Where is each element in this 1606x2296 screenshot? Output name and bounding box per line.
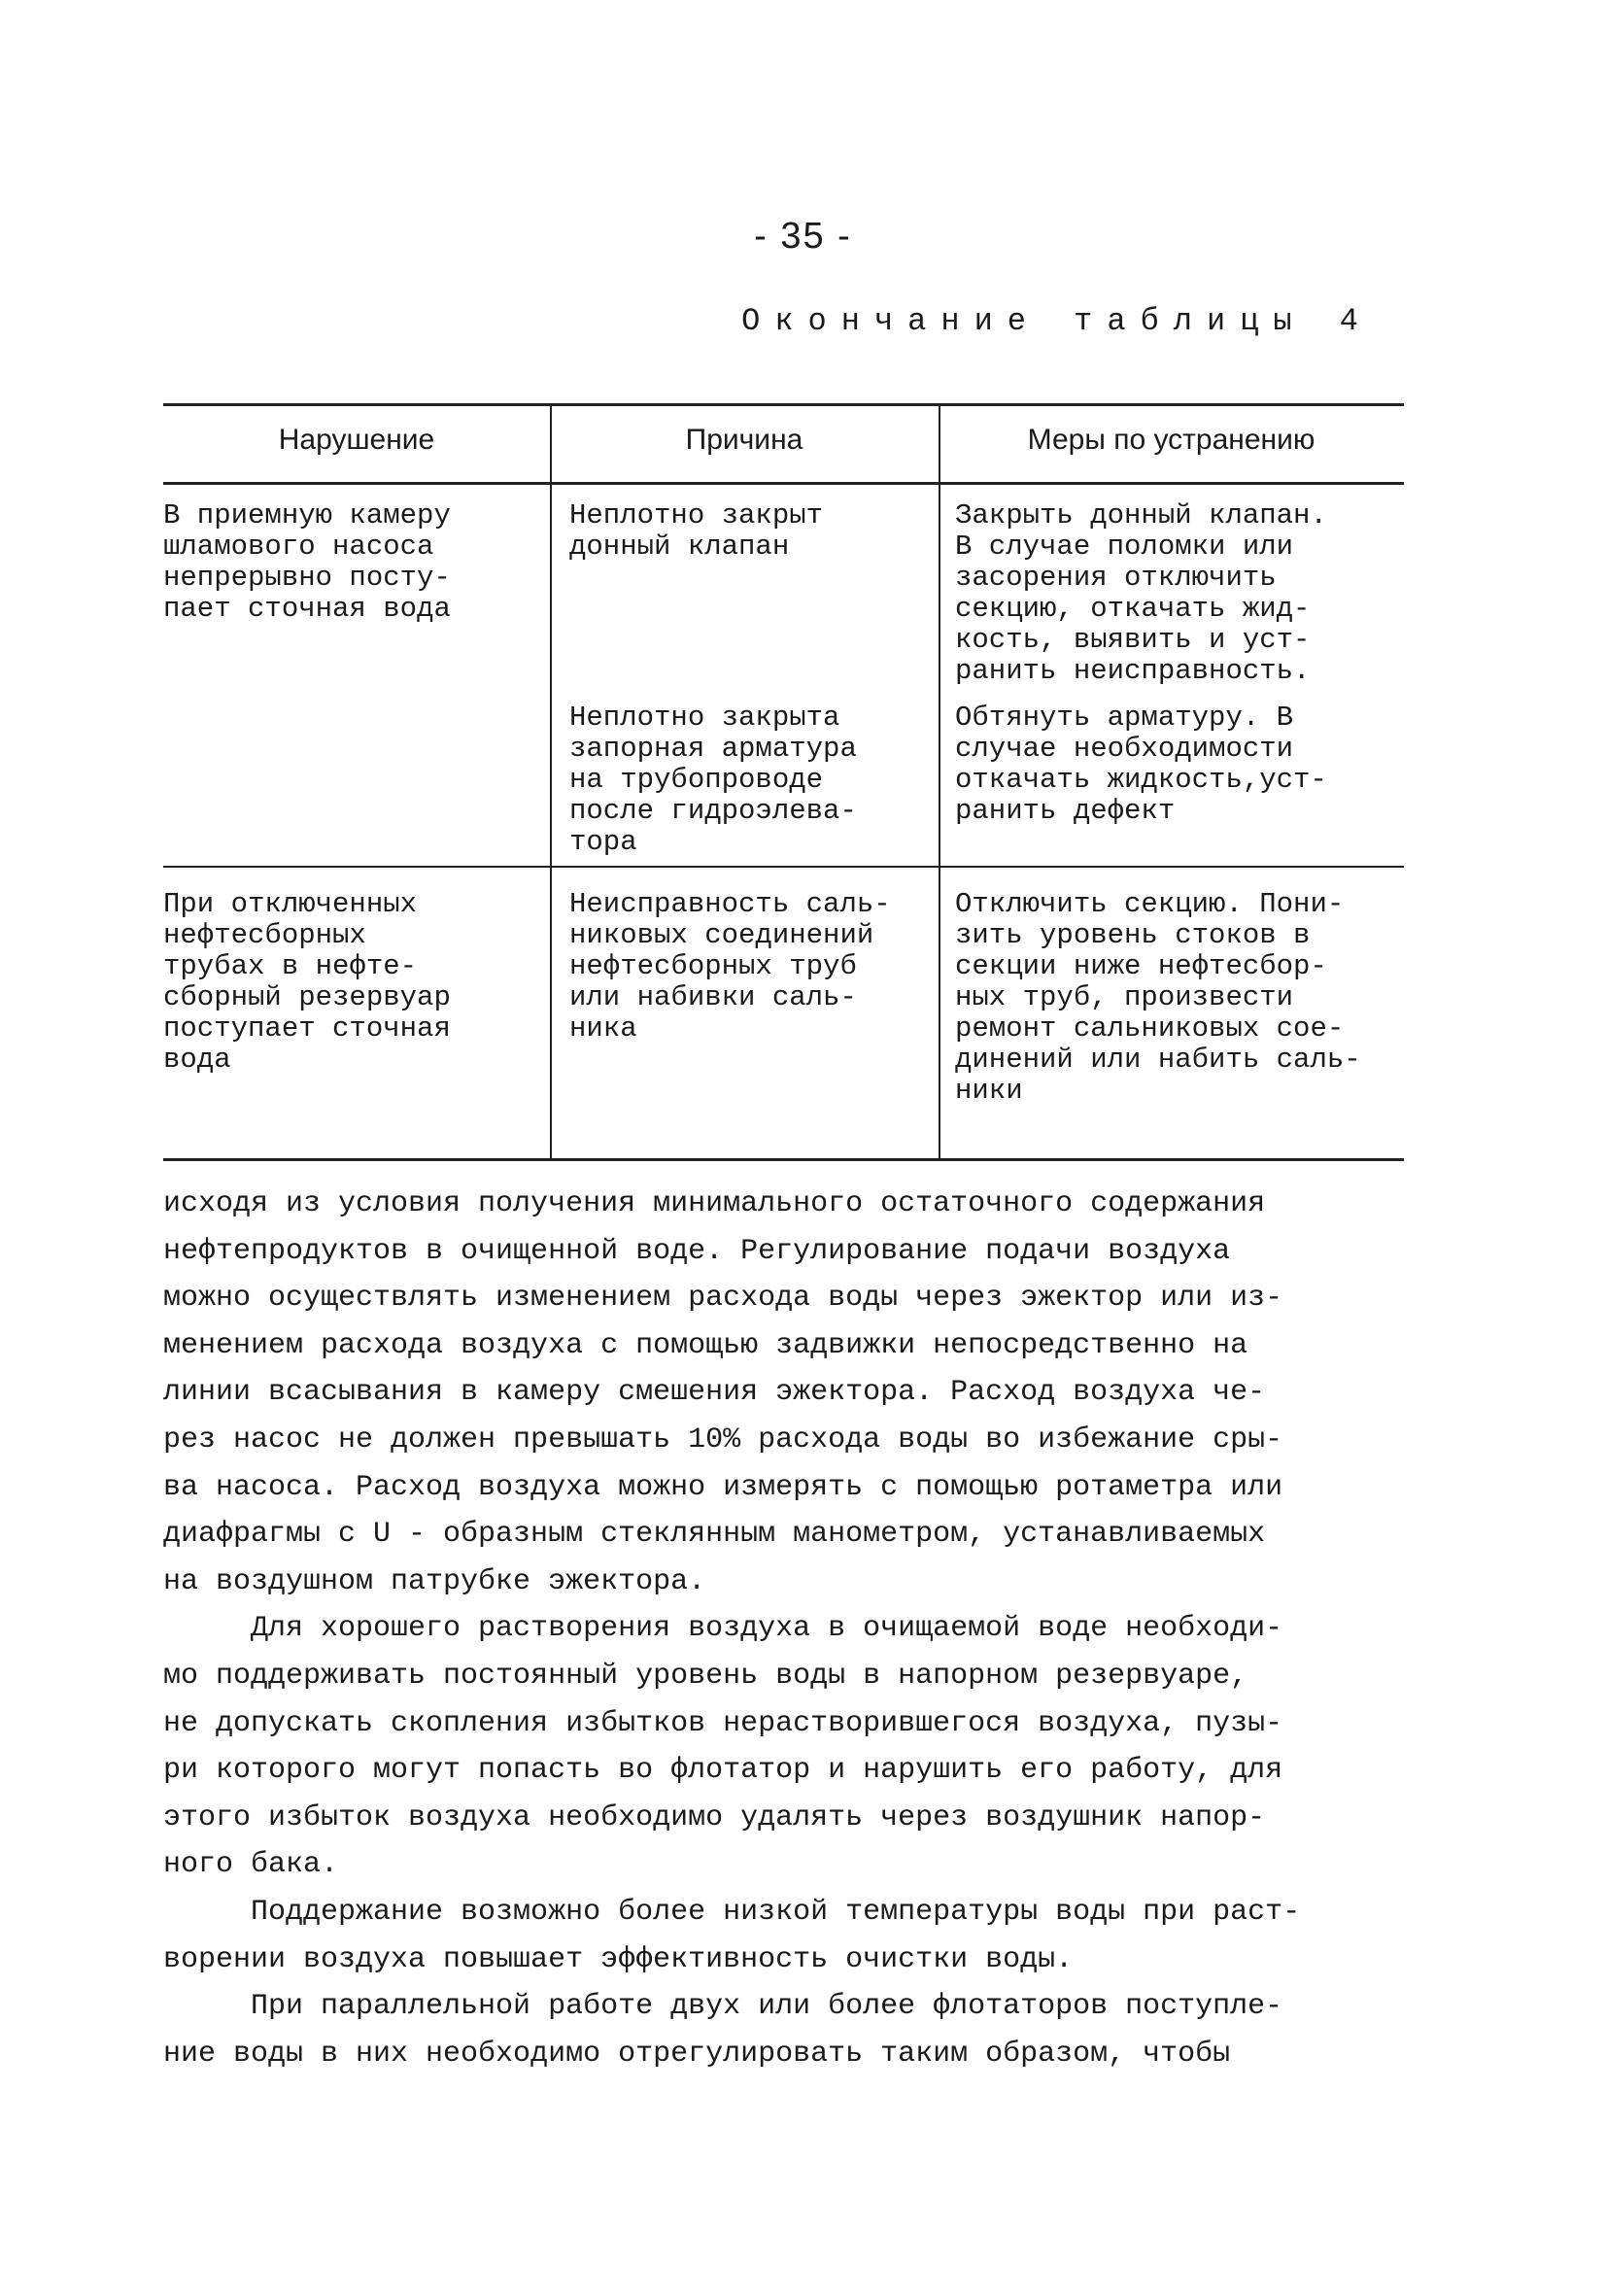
row2-cause: Неисправность саль- никовых соединений нефтесборных труб или набивки саль- ника xyxy=(569,888,891,1045)
row1-measure-2: Обтянуть арматуру. В случае необходимости откачать жидкость,уст- ранить дефект xyxy=(955,702,1327,827)
column-divider xyxy=(550,406,552,1158)
body-text: исходя из условия получения минимального остаточного содержания нефтепродуктов в очищенной воде. Регулирование подачи воздуха можно осуществлять изменением расхода воды через эжектор или из- менением расхода воздуха с помощью задвижки непосредственно на линии всасывания в камеру смешения эжектора. Расход воздуха че- рез насос не должен превышать 10% расхода воды во избежание сры- ва насоса. Расход воздуха можно измерять с помощью ротаметра или диафрагмы с U - образным стеклянным манометром, устанавливаемых на воздушном патрубке эжектора. Для хорошего растворения воздуха в очищаемой воде необходи- мо поддерживать постоянный уровень воды в напорном резервуаре, не допускать скопления избытков нерастворившегося воздуха, пузы- ри которого могут попасть во флотатор и нарушить его работу, для этого избыток воздуха необходимо удалять через воздушник напор- ного бака. Поддержание возможно более низкой температуры воды при раст- ворении воздуха повышает эффективность очистки воды. При параллельной работе двух или более флотаторов поступле- ние воды в них необходимо отрегулировать таким образом, чтобы xyxy=(163,1187,1301,2071)
troubleshooting-table xyxy=(163,403,1404,1161)
header-cause: Причина xyxy=(685,424,803,456)
column-divider xyxy=(939,406,940,1158)
row2-measure: Отключить секцию. Пони- зить уровень стоков в секции ниже нефтесбор- ных труб, произвести ремонт сальниковых сое- динений или набить саль- ники xyxy=(955,888,1361,1107)
row1-cause-2: Неплотно закрыта запорная арматура на трубопроводе после гидроэлева- тора xyxy=(569,702,857,858)
page-number: - 35 - xyxy=(754,216,852,257)
header-divider xyxy=(163,482,1404,485)
row-divider xyxy=(163,866,1404,868)
row1-cause-1: Неплотно закрыт донный клапан xyxy=(569,499,824,563)
row1-violation: В приемную камеру шламового насоса непрерывно посту- пает сточная вода xyxy=(163,499,451,625)
row1-measure-1: Закрыть донный клапан. В случае поломки или засорения отключить секцию, откачать жид- кость, выявить и уст- ранить неисправность. xyxy=(955,499,1327,687)
header-violation: Нарушение xyxy=(278,424,435,456)
row2-violation: При отключенных нефтесборных трубах в нефте- сборный резервуар поступает сточная вода xyxy=(163,888,451,1076)
header-measures: Меры по устранению xyxy=(1027,424,1316,456)
table-caption: Окончание таблицы 4 xyxy=(741,303,1373,339)
